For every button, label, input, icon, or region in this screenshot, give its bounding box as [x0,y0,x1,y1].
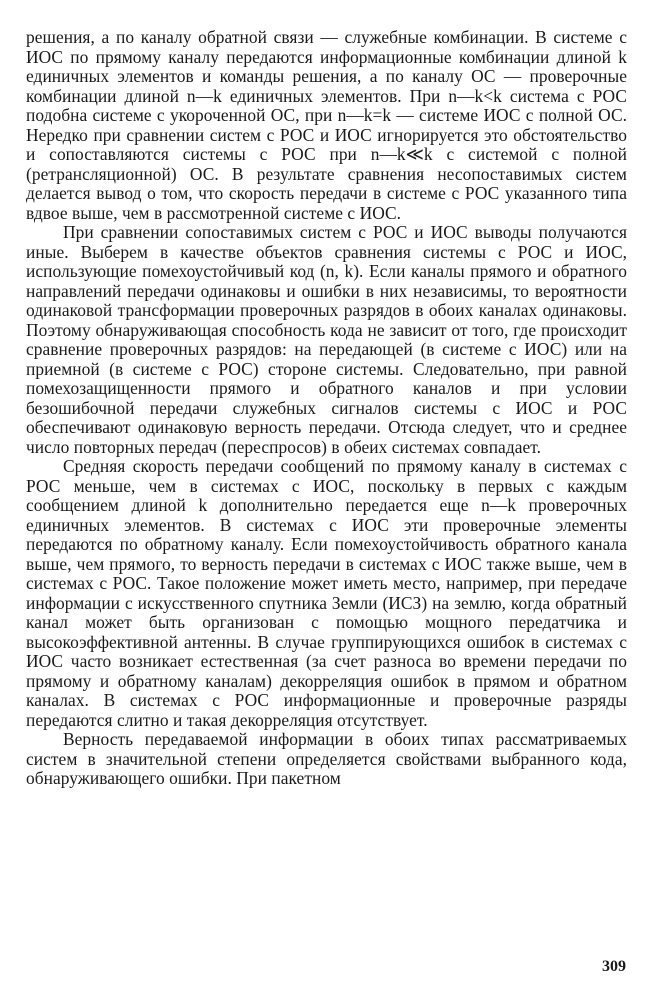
paragraph-2: При сравнении сопоставимых систем с РОС и ИОС выводы получаются иные. Выберем в качестве объектов сравнения системы с РОС и ИОС, использующие помехоустойчивый код (n, k). Если каналы прямого и обратного направлений передачи одинаковы и ошибки в них независимы, то вероятности одинаковой трансформации проверочных разрядов в обоих каналах одинаковы. Поэтому обнаруживающая способность кода не зависит от того, где происходит сравнение проверочных разрядов: на передающей (в системе с ИОС) или на приемной (в системе с РОС) стороне системы. Следовательно, при равной помехозащищенности прямого и обратного каналов и при условии безошибочной передачи служебных сигналов системы с ИОС и РОС обеспечивают одинаковую верность передачи. Отсюда следует, что и среднее число повторных передач (переспросов) в обеих системах совпадает. [26,222,627,457]
paragraph-4: Верность передаваемой информации в обоих типах рассматриваемых систем в значительной степени определяется свойствами выбранного кода, обнаруживающего ошибки. При пакетном [26,729,627,788]
page-number: 309 [602,958,626,975]
paragraph-3: Средняя скорость передачи сообщений по прямому каналу в системах с РОС меньше, чем в системах с ИОС, поскольку в первых с каждым сообщением длиной k дополнительно передается еще n—k проверочных единичных элементов. В системах с ИОС эти проверочные элементы передаются по обратному каналу. Если помехоустойчивость обратного канала выше, чем прямого, то верность передачи в системах с ИОС также выше, чем в системах с РОС. Такое положение может иметь место, например, при передаче информации с искусственного спутника Земли (ИСЗ) на землю, когда обратный канал может быть организован с помощью мощного передатчика и высокоэффективной антенны. В случае группирующихся ошибок в системах с ИОС часто возникает естественная (за счет разноса во времени передачи по прямому и обратному каналам) декорреляция ошибок в прямом и обратном каналах. В системах с РОС информационные и проверочные разряды передаются слитно и такая декорреляция отсутствует. [26,456,627,730]
paragraph-1: решения, а по каналу обратной связи — служебные комбинации. В системе с ИОС по прямому каналу передаются информационные комбинации длиной k единичных элементов и команды решения, а по каналу ОС — проверочные комбинации длиной n—k единичных элементов. При n—k<k система с РОС подобна системе с укороченной ОС, при n—k=k — системе ИОС с полной ОС. Нередко при сравнении систем с РОС и ИОС игнорируется это обстоятельство и сопоставляются системы с РОС при n—k≪k с системой с полной (ретрансляционной) ОС. В результате сравнения несопоставимых систем делается вывод о том, что скорость передачи в системе с РОС указанного типа вдвое выше, чем в рассмотренной системе с ИОС. [26,27,627,223]
book-page [26,28,627,968]
